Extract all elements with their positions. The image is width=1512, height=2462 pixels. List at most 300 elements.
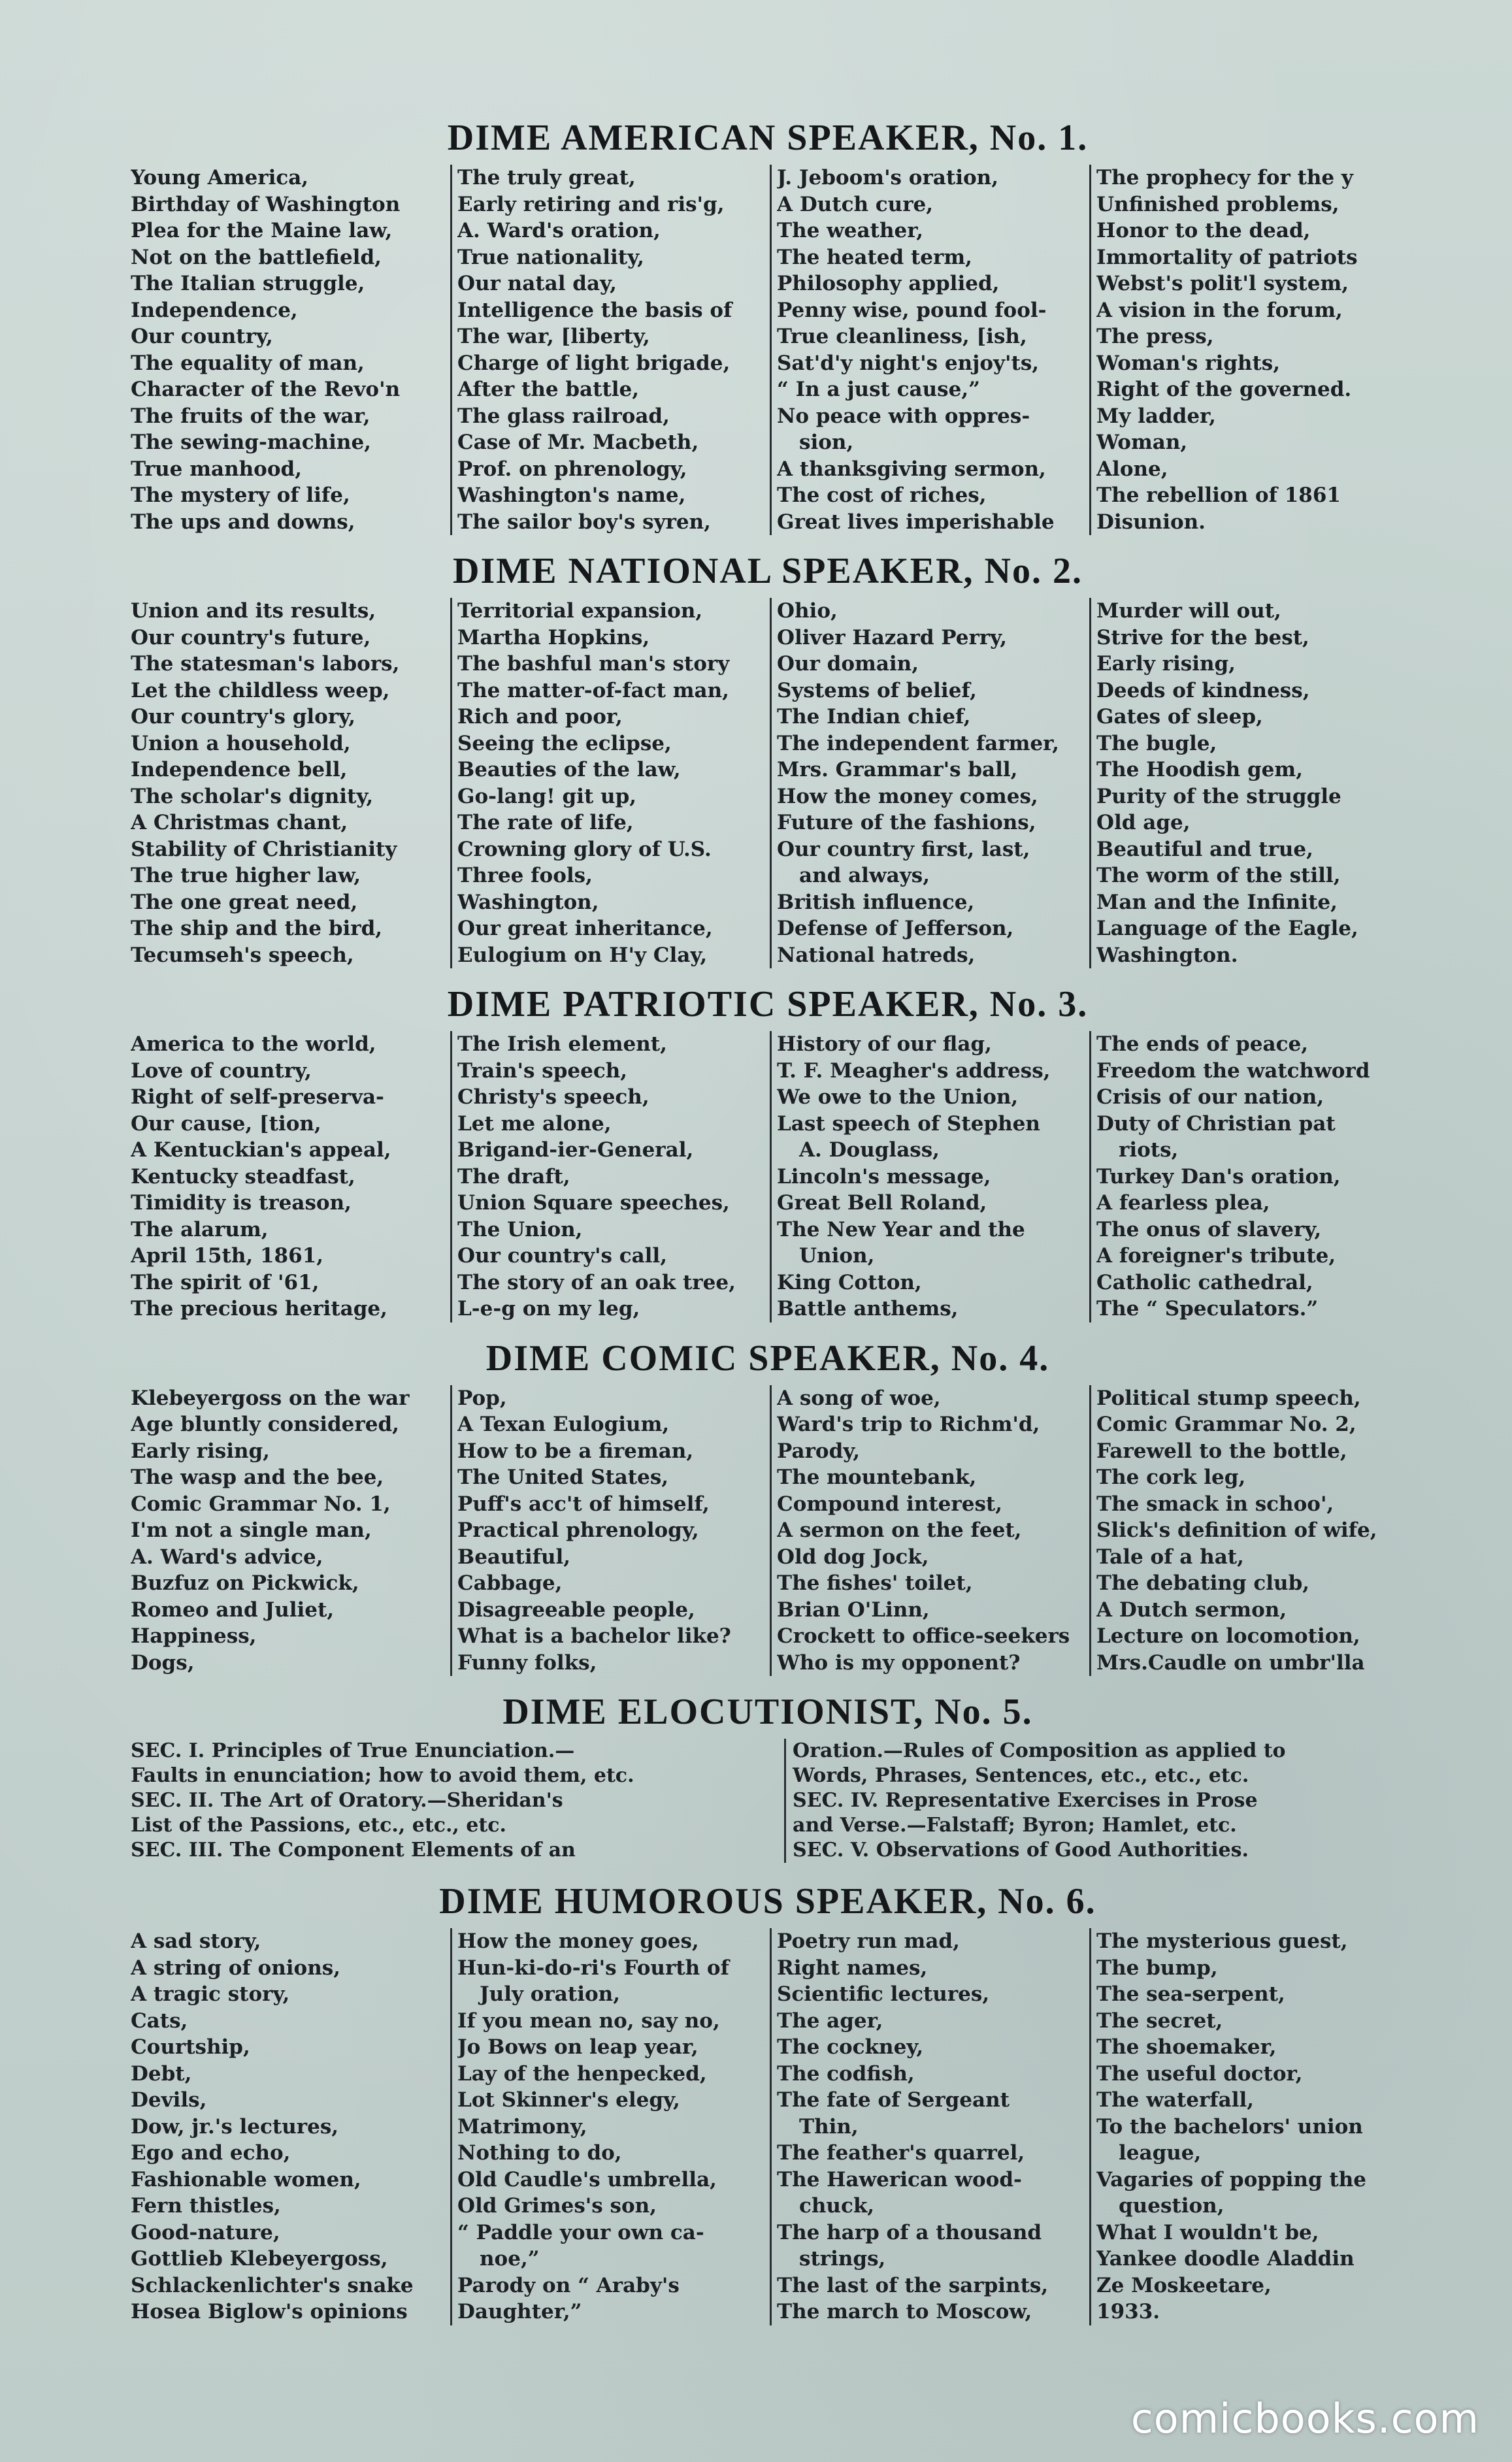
speech-title: The equality of man, — [131, 351, 365, 375]
speech-column — [450, 1385, 766, 1677]
speech-title: The alarum, — [131, 1217, 269, 1241]
elocutionist-entry: SEC. V. Observations of Good Authorities. — [784, 1838, 1405, 1863]
speech-title: The mountebank, — [777, 1466, 977, 1489]
speech-column — [131, 1928, 446, 2325]
speech-title: A fearless plea, — [1096, 1191, 1270, 1215]
elocutionist-entry: Words, Phrases, Sentences, etc., etc., etc. — [784, 1764, 1405, 1788]
section-title-comic-speaker: DIME COMIC SPEAKER, No. 4. — [485, 1338, 1050, 1379]
speech-title: Devils, — [131, 2088, 207, 2112]
speech-title: Intelligence the basis of — [457, 298, 732, 322]
speech-title: A song of woe, — [777, 1386, 941, 1410]
speech-title: Webst's polit'l system, — [1096, 272, 1349, 295]
speech-title: King Cotton, — [777, 1270, 922, 1294]
speech-title: A Kentuckian's appeal, — [131, 1138, 391, 1162]
speech-title: riots, — [1119, 1138, 1179, 1162]
speech-title: The wasp and the bee, — [131, 1466, 384, 1489]
speech-title: Happiness, — [131, 1624, 257, 1648]
speech-title: The war, [liberty, — [457, 325, 650, 348]
speech-title: Buzfuz on Pickwick, — [131, 1571, 359, 1595]
elocutionist-entry: SEC. IV. Representative Exercises in Prose — [784, 1788, 1405, 1813]
speech-title: What is a bachelor like? — [457, 1624, 731, 1648]
speech-title: A sermon on the feet, — [777, 1518, 1022, 1542]
speech-title: Last speech of Stephen — [777, 1111, 1040, 1136]
elocutionist-row — [131, 1788, 1405, 1813]
elocutionist-row — [131, 1739, 1405, 1764]
speech-title: The onus of slavery, — [1096, 1217, 1322, 1241]
speech-title: The sewing-machine, — [131, 431, 371, 454]
speech-title: chuck, — [799, 2194, 875, 2218]
speech-title: Freedom the watchword — [1096, 1059, 1370, 1083]
speech-title: Ego and echo, — [131, 2141, 291, 2165]
speech-title: Thin, — [799, 2114, 859, 2139]
speech-title: The one great need, — [131, 890, 358, 914]
speech-column — [770, 1928, 1085, 2325]
speech-title: How the money comes, — [777, 784, 1038, 808]
speech-title: Compound interest, — [777, 1492, 1003, 1516]
speech-title: Parody on “ Araby's — [457, 2273, 680, 2297]
speech-title: Turkey Dan's oration, — [1096, 1164, 1341, 1189]
speech-title: Poetry run mad, — [777, 1929, 960, 1953]
speech-title: Plea for the Maine law, — [131, 219, 393, 242]
speech-title: Lot Skinner's elegy, — [457, 2088, 680, 2112]
speech-title: Cabbage, — [457, 1571, 563, 1595]
speech-title: Duty of Christian pat — [1096, 1111, 1336, 1136]
speech-title: Unfinished problems, — [1096, 192, 1339, 216]
speech-title: Our country's future, — [131, 625, 371, 649]
speech-title: Romeo and Juliet, — [131, 1598, 335, 1622]
speech-title: The ager, — [777, 2009, 883, 2033]
speech-title: A. Douglass, — [799, 1138, 940, 1162]
speech-title: Lay of the henpecked, — [457, 2061, 707, 2086]
speech-title: The press, — [1096, 325, 1214, 348]
speech-title: Stability of Christianity — [131, 837, 397, 861]
speech-title: National hatreds, — [777, 943, 976, 967]
speech-title: The Italian struggle, — [131, 272, 365, 295]
speech-title: The matter-of-fact man, — [457, 678, 729, 702]
speech-title: The Irish element, — [457, 1032, 667, 1056]
speech-title: Strive for the best, — [1096, 625, 1309, 649]
speech-column — [1089, 1928, 1405, 2325]
speech-title: Go-lang! git up, — [457, 784, 637, 808]
speech-column — [770, 1031, 1085, 1322]
speech-title: We owe to the Union, — [777, 1085, 1019, 1109]
speech-column — [450, 598, 766, 968]
speech-title: The fruits of the war, — [131, 404, 370, 428]
speech-column — [131, 1031, 446, 1322]
speech-title: A vision in the forum, — [1096, 298, 1343, 322]
speech-title: Comic Grammar No. 2, — [1096, 1413, 1356, 1436]
speech-title: Man and the Infinite, — [1096, 890, 1338, 914]
speech-title: Sat'd'y night's enjoy'ts, — [777, 351, 1040, 375]
speech-title: Fern thistles, — [131, 2194, 281, 2218]
speech-title: The “ Speculators.” — [1096, 1297, 1319, 1321]
speech-title: Hun-ki-do-ri's Fourth of — [457, 1956, 729, 1980]
speech-title: Let the childless weep, — [131, 678, 390, 702]
speech-title: A Christmas chant, — [131, 811, 348, 834]
speech-title: Brian O'Linn, — [777, 1598, 930, 1622]
speech-title: Old Grimes's son, — [457, 2194, 657, 2218]
speech-title: Language of the Eagle, — [1096, 917, 1358, 940]
speech-title: A Texan Eulogium, — [457, 1413, 670, 1436]
speech-title: History of our flag, — [777, 1032, 992, 1056]
speech-title: True manhood, — [131, 457, 302, 481]
speech-title: Case of Mr. Macbeth, — [457, 431, 699, 454]
speech-title: America to the world, — [131, 1032, 376, 1056]
speech-title: The weather, — [777, 219, 924, 242]
speech-title: Ohio, — [777, 599, 838, 623]
speech-title: Independence bell, — [131, 758, 348, 781]
speech-title: Ze Moskeetare, — [1096, 2273, 1272, 2297]
speech-title: Woman's rights, — [1096, 351, 1281, 375]
speech-title: The last of the sarpints, — [777, 2273, 1049, 2297]
speech-title: The sailor boy's syren, — [457, 510, 711, 534]
speech-title: No peace with oppres- — [777, 404, 1030, 428]
speech-title: Old age, — [1096, 811, 1191, 834]
speech-title: Union, — [799, 1244, 875, 1268]
speech-title: Good-nature, — [131, 2220, 280, 2244]
speech-title: A thanksgiving sermon, — [777, 457, 1046, 481]
speech-title: The independent farmer, — [777, 731, 1059, 755]
speech-title: Fashionable women, — [131, 2167, 361, 2191]
speech-title: Lecture on locomotion, — [1096, 1624, 1360, 1648]
speech-title: The ups and downs, — [131, 510, 355, 534]
speech-title: Hosea Biglow's opinions — [131, 2300, 408, 2323]
speech-title: The statesman's labors, — [131, 652, 400, 676]
speech-title: Our natal day, — [457, 272, 617, 295]
speech-title: The march to Moscow, — [777, 2300, 1032, 2323]
speech-title: The heated term, — [777, 245, 972, 269]
site-watermark: comicbooks.com — [1130, 2395, 1479, 2442]
speech-title: Disunion. — [1096, 510, 1206, 534]
speech-title: True cleanliness, [ish, — [777, 325, 1027, 348]
speech-title: Dow, jr.'s lectures, — [131, 2114, 339, 2139]
speech-title: Alone, — [1096, 457, 1168, 481]
speech-title: noe,” — [480, 2247, 540, 2271]
speech-column — [1089, 1385, 1405, 1677]
speech-title: Who is my opponent? — [777, 1650, 1021, 1675]
speech-title: Rich and poor, — [457, 705, 623, 729]
speech-title: Brigand-ier-General, — [457, 1138, 694, 1162]
speech-title: Oliver Hazard Perry, — [777, 625, 1007, 649]
speech-title: The shoemaker, — [1096, 2035, 1277, 2059]
elocutionist-row — [131, 1813, 1405, 1838]
speech-title: Gates of sleep, — [1096, 705, 1263, 729]
speech-title: The mysterious guest, — [1096, 1929, 1348, 1953]
speech-title: Debt, — [131, 2061, 192, 2086]
speech-title: Crisis of our nation, — [1096, 1085, 1324, 1109]
speech-title: The fishes' toilet, — [777, 1571, 973, 1595]
speech-title: Union a household, — [131, 731, 351, 755]
speech-title: Charge of light brigade, — [457, 351, 731, 375]
speech-title: Washington. — [1096, 943, 1238, 967]
speech-title: Territorial expansion, — [457, 599, 703, 623]
speech-title: Murder will out, — [1096, 599, 1281, 623]
speech-title: The United States, — [457, 1466, 669, 1489]
elocutionist-contents — [131, 1739, 1405, 1863]
catalog-content — [131, 111, 1405, 2335]
speech-title: The Hoodish gem, — [1096, 758, 1303, 781]
speech-title: The waterfall, — [1096, 2088, 1255, 2112]
section-title-national-speaker: DIME NATIONAL SPEAKER, No. 2. — [453, 551, 1083, 591]
speech-title: “ In a just cause,” — [777, 378, 980, 401]
speech-title: Timidity is treason, — [131, 1191, 352, 1215]
speech-title: The draft, — [457, 1164, 570, 1189]
speech-title: Farewell to the bottle, — [1096, 1439, 1347, 1463]
speech-title: How the money goes, — [457, 1929, 699, 1953]
speech-title: Train's speech, — [457, 1059, 628, 1083]
speech-title: Washington's name, — [457, 484, 686, 507]
speech-title: Old Caudle's umbrella, — [457, 2167, 717, 2191]
speech-title: A Dutch cure, — [777, 192, 934, 216]
section-list-comic-speaker — [131, 1385, 1405, 1677]
speech-title: The Indian chief, — [777, 705, 971, 729]
speech-title: Seeing the eclipse, — [457, 731, 672, 755]
speech-title: The spirit of '61, — [131, 1270, 320, 1294]
speech-title: Practical phrenology, — [457, 1518, 699, 1542]
speech-title: The scholar's dignity, — [131, 784, 374, 808]
speech-title: The glass railroad, — [457, 404, 670, 428]
section-list-american-speaker — [131, 165, 1405, 535]
speech-title: Union and its results, — [131, 599, 376, 623]
speech-title: The precious heritage, — [131, 1297, 387, 1321]
speech-title: sion, — [799, 431, 854, 454]
speech-title: Beautiful, — [457, 1545, 571, 1569]
speech-column — [131, 598, 446, 968]
speech-title: Battle anthems, — [777, 1297, 959, 1321]
speech-title: Deeds of kindness, — [1096, 678, 1310, 702]
speech-title: Ward's trip to Richm'd, — [777, 1413, 1040, 1436]
speech-title: Courtship, — [131, 2035, 250, 2059]
speech-title: Mrs. Grammar's ball, — [777, 758, 1018, 781]
speech-title: Age bluntly considered, — [131, 1413, 399, 1436]
speech-title: Cats, — [131, 2009, 188, 2033]
speech-title: Future of the fashions, — [777, 811, 1036, 834]
speech-title: The ends of peace, — [1096, 1032, 1308, 1056]
speech-title: Puff's acc't of himself, — [457, 1492, 710, 1516]
speech-title: A foreigner's tribute, — [1096, 1244, 1336, 1268]
speech-title: Not on the battlefield, — [131, 245, 382, 269]
speech-title: Our country first, last, — [777, 837, 1030, 861]
section-title-elocutionist: DIME ELOCUTIONIST, No. 5. — [502, 1692, 1033, 1732]
speech-title: Matrimony, — [457, 2114, 587, 2139]
speech-title: July oration, — [480, 1982, 620, 2006]
speech-title: The story of an oak tree, — [457, 1270, 736, 1294]
speech-title: The worm of the still, — [1096, 864, 1341, 887]
speech-title: Independence, — [131, 298, 298, 322]
speech-title: British influence, — [777, 890, 975, 914]
speech-title: Eulogium on H'y Clay, — [457, 943, 708, 967]
speech-column — [770, 165, 1085, 535]
speech-title: The Hawerican wood- — [777, 2167, 1022, 2191]
speech-title: “ Paddle your own ca- — [457, 2220, 704, 2244]
speech-title: The mystery of life, — [131, 484, 350, 507]
speech-title: Comic Grammar No. 1, — [131, 1492, 391, 1516]
speech-title: What I wouldn't be, — [1096, 2220, 1319, 2244]
elocutionist-entry: SEC. I. Principles of True Enunciation.— — [131, 1739, 575, 1762]
speech-title: Philosophy applied, — [777, 272, 1000, 295]
elocutionist-entry: SEC. II. The Art of Oratory.—Sheridan's — [131, 1789, 563, 1812]
speech-title: Crockett to office-seekers — [777, 1624, 1070, 1648]
speech-title: The truly great, — [457, 166, 636, 189]
section-list-patriotic-speaker — [131, 1031, 1405, 1322]
speech-title: Our cause, [tion, — [131, 1111, 321, 1136]
speech-title: Early rising, — [1096, 652, 1236, 676]
speech-column — [1089, 165, 1405, 535]
elocutionist-row — [131, 1764, 1405, 1788]
speech-title: Let me alone, — [457, 1111, 612, 1136]
speech-title: Vagaries of popping the — [1096, 2167, 1367, 2191]
speech-title: The sea-serpent, — [1096, 1982, 1285, 2006]
speech-column — [450, 1031, 766, 1322]
speech-title: Systems of belief, — [777, 678, 977, 702]
section-title-patriotic-speaker: DIME PATRIOTIC SPEAKER, No. 3. — [447, 984, 1089, 1025]
section-list-humorous-speaker — [131, 1928, 1405, 2325]
speech-title: The prophecy for the y — [1096, 166, 1353, 189]
section-list-national-speaker — [131, 598, 1405, 968]
speech-title: The true higher law, — [131, 864, 361, 887]
speech-title: Defense of Jefferson, — [777, 917, 1014, 940]
speech-title: Beautiful and true, — [1096, 837, 1313, 861]
speech-column — [770, 598, 1085, 968]
speech-title: Christy's speech, — [457, 1085, 649, 1109]
section-title-humorous-speaker: DIME HUMOROUS SPEAKER, No. 6. — [439, 1881, 1096, 1922]
speech-title: L-e-g on my leg, — [457, 1297, 640, 1321]
speech-title: Prof. on phrenology, — [457, 457, 687, 481]
speech-title: The ship and the bird, — [131, 917, 383, 940]
speech-title: True nationality, — [457, 245, 644, 269]
speech-title: Three fools, — [457, 864, 593, 887]
speech-title: Immortality of patriots — [1096, 245, 1358, 269]
speech-title: Yankee doodle Aladdin — [1096, 2247, 1355, 2271]
speech-title: The debating club, — [1096, 1571, 1310, 1595]
speech-title: The New Year and the — [777, 1217, 1025, 1241]
speech-title: Slick's definition of wife, — [1096, 1518, 1377, 1542]
speech-title: Washington, — [457, 890, 599, 914]
speech-column — [131, 1385, 446, 1677]
speech-title: Purity of the struggle — [1096, 784, 1341, 808]
speech-title: A. Ward's advice, — [131, 1545, 323, 1569]
speech-title: Mrs.Caudle on umbr'lla — [1096, 1650, 1365, 1675]
speech-title: Political stump speech, — [1096, 1386, 1361, 1410]
speech-title: 1933. — [1096, 2300, 1160, 2323]
speech-title: If you mean no, say no, — [457, 2009, 720, 2033]
speech-title: Schlackenlichter's snake — [131, 2273, 414, 2297]
speech-title: Great lives imperishable — [777, 510, 1055, 534]
speech-title: question, — [1119, 2194, 1224, 2218]
speech-title: A. Ward's oration, — [457, 219, 661, 242]
speech-title: Beauties of the law, — [457, 758, 681, 781]
elocutionist-entry: List of the Passions, etc., etc., etc. — [131, 1814, 506, 1837]
speech-title: Right of self-preserva- — [131, 1085, 384, 1109]
speech-title: A string of onions, — [131, 1956, 340, 1980]
speech-title: The cost of riches, — [777, 484, 987, 507]
speech-title: Honor to the dead, — [1096, 219, 1311, 242]
speech-title: T. F. Meagher's address, — [777, 1059, 1051, 1083]
speech-title: After the battle, — [457, 378, 640, 401]
speech-title: The codfish, — [777, 2061, 915, 2086]
speech-title: Our great inheritance, — [457, 917, 713, 940]
speech-title: Funny folks, — [457, 1650, 597, 1675]
speech-column — [450, 165, 766, 535]
speech-title: Nothing to do, — [457, 2141, 622, 2165]
speech-column — [1089, 598, 1405, 968]
speech-title: Young America, — [131, 166, 309, 189]
speech-title: I'm not a single man, — [131, 1518, 372, 1542]
speech-title: Our domain, — [777, 652, 919, 676]
speech-title: Early rising, — [131, 1439, 270, 1463]
speech-title: The smack in schoo', — [1096, 1492, 1334, 1516]
speech-title: Our country's glory, — [131, 705, 355, 729]
elocutionist-entry: Oration.—Rules of Composition as applied to — [784, 1739, 1405, 1764]
speech-title: The rate of life, — [457, 811, 634, 834]
speech-title: The bump, — [1096, 1956, 1218, 1980]
speech-title: Lincoln's message, — [777, 1164, 991, 1189]
speech-title: April 15th, 1861, — [131, 1244, 324, 1268]
speech-title: Martha Hopkins, — [457, 625, 650, 649]
speech-title: Great Bell Roland, — [777, 1191, 987, 1215]
speech-title: A sad story, — [131, 1929, 261, 1953]
speech-title: J. Jeboom's oration, — [777, 166, 999, 189]
speech-title: The cork leg, — [1096, 1466, 1246, 1489]
speech-title: The bashful man's story — [457, 652, 730, 676]
speech-title: Right names, — [777, 1956, 928, 1980]
speech-title: Parody, — [777, 1439, 861, 1463]
speech-title: Daughter,” — [457, 2300, 582, 2323]
speech-title: Tale of a hat, — [1096, 1545, 1244, 1569]
speech-title: Union Square speeches, — [457, 1191, 730, 1215]
speech-title: Character of the Revo'n — [131, 378, 401, 401]
speech-title: Scientific lectures, — [777, 1982, 990, 2006]
speech-title: Kentucky steadfast, — [131, 1164, 355, 1189]
speech-title: Love of country, — [131, 1059, 312, 1083]
speech-title: Old dog Jock, — [777, 1545, 929, 1569]
elocutionist-entry: and Verse.—Falstaff; Byron; Hamlet, etc. — [784, 1813, 1405, 1838]
speech-title: Woman, — [1096, 431, 1188, 454]
speech-column — [770, 1385, 1085, 1677]
speech-title: The rebellion of 1861 — [1096, 484, 1341, 507]
speech-title: How to be a fireman, — [457, 1439, 694, 1463]
speech-title: Dogs, — [131, 1650, 195, 1675]
speech-title: The fate of Sergeant — [777, 2088, 1010, 2112]
elocutionist-entry: SEC. III. The Component Elements of an — [131, 1839, 576, 1862]
speech-title: The bugle, — [1096, 731, 1217, 755]
section-title-american-speaker: DIME AMERICAN SPEAKER, No. 1. — [447, 118, 1089, 158]
speech-title: league, — [1119, 2141, 1202, 2165]
speech-title: Birthday of Washington — [131, 192, 401, 216]
speech-title: The useful doctor, — [1096, 2061, 1303, 2086]
speech-title: Our country's call, — [457, 1244, 668, 1268]
speech-title: The harp of a thousand — [777, 2220, 1042, 2244]
speech-title: Our country, — [131, 325, 273, 348]
speech-title: Pop, — [457, 1386, 507, 1410]
speech-title: Crowning glory of U.S. — [457, 837, 712, 861]
speech-title: Early retiring and ris'g, — [457, 192, 725, 216]
speech-title: A tragic story, — [131, 1982, 290, 2006]
speech-title: Jo Bows on leap year, — [457, 2035, 698, 2059]
speech-title: The cockney, — [777, 2035, 924, 2059]
speech-title: The Union, — [457, 1217, 583, 1241]
speech-title: strings, — [799, 2247, 886, 2271]
speech-title: My ladder, — [1096, 404, 1216, 428]
speech-title: A Dutch sermon, — [1096, 1598, 1287, 1622]
speech-title: The secret, — [1096, 2009, 1223, 2033]
speech-title: Gottlieb Klebeyergoss, — [131, 2247, 388, 2271]
speech-title: The feather's quarrel, — [777, 2141, 1025, 2165]
speech-title: Catholic cathedral, — [1096, 1270, 1313, 1294]
speech-title: Penny wise, pound fool- — [777, 298, 1047, 322]
speech-title: Tecumseh's speech, — [131, 943, 354, 967]
speech-title: and always, — [799, 864, 930, 887]
